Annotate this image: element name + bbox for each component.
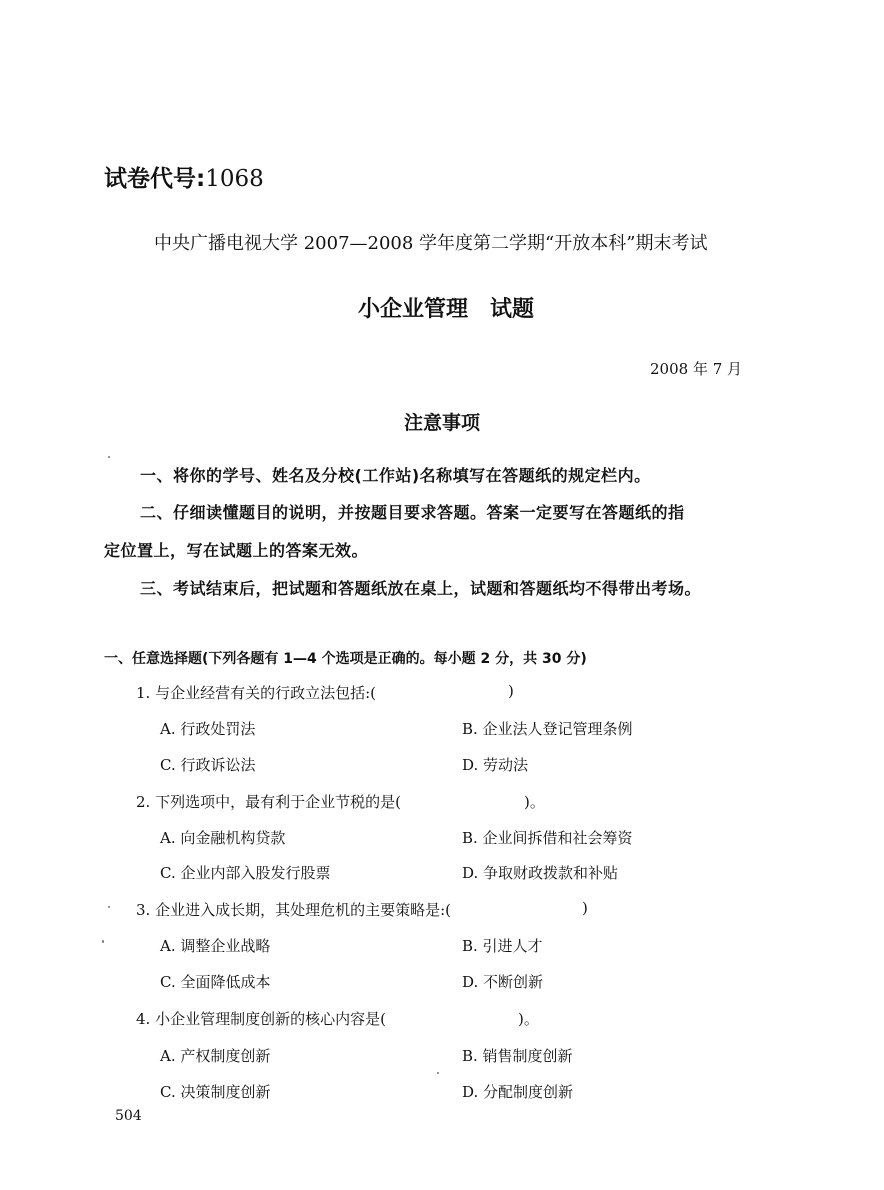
notice-heading: 注意事项 — [403, 412, 480, 434]
scan-speck — [108, 456, 110, 458]
notice-item-2-line-2: 定位置上，写在试题上的答案无效。 — [104, 541, 369, 560]
question-4-stem: 4. 小企业管理制度创新的核心内容是( — [136, 1010, 386, 1028]
notice-item-1: 一、将你的学号、姓名及分校(工作站)名称填写在答题纸的规定栏内。 — [140, 466, 651, 485]
question-2-stem: 2. 下列选项中，最有利于企业节税的是( — [136, 793, 401, 811]
question-4-answer-close: )。 — [518, 1010, 539, 1028]
question-4-option-b: B. 销售制度创新 — [462, 1047, 573, 1065]
question-1-option-c: C. 行政诉讼法 — [160, 756, 256, 774]
exam-code-label: 试卷代号: — [104, 166, 206, 192]
question-1-option-b: B. 企业法人登记管理条例 — [462, 720, 633, 738]
scan-speck — [108, 906, 110, 908]
question-1-answer-close: ) — [508, 682, 514, 700]
question-1-stem: 1. 与企业经营有关的行政立法包括:( — [136, 684, 376, 702]
question-1-option-d: D. 劳动法 — [462, 756, 529, 774]
scan-speck — [102, 940, 104, 943]
question-2-option-a: A. 向金融机构贷款 — [160, 829, 286, 847]
question-4-option-d: D. 分配制度创新 — [462, 1083, 574, 1101]
question-2-answer-close: )。 — [524, 793, 545, 811]
section-heading: 一、任意选择题(下列各题有 1—4 个选项是正确的。每小题 2 分，共 30 分) — [104, 651, 587, 667]
question-3-stem: 3. 企业进入成长期，其处理危机的主要策略是:( — [136, 901, 451, 919]
question-3-option-a: A. 调整企业战略 — [160, 937, 271, 955]
question-1-option-a: A. 行政处罚法 — [160, 720, 256, 738]
page-number: 504 — [115, 1108, 142, 1124]
scan-speck — [437, 1072, 439, 1074]
exam-code-number: 1068 — [205, 166, 264, 192]
exam-title-line: 中央广播电视大学 2007—2008 学年度第二学期“开放本科”期末考试 — [154, 233, 708, 254]
notice-item-2-line-1: 二、仔细读懂题目的说明，并按题目要求答题。答案一定要写在答题纸的指 — [140, 503, 685, 522]
exam-code — [104, 160, 264, 193]
question-2-option-b: B. 企业间拆借和社会筹资 — [462, 829, 633, 847]
notice-item-3: 三、考试结束后，把试题和答题纸放在桌上，试题和答题纸均不得带出考场。 — [140, 579, 702, 598]
question-2-option-d: D. 争取财政拨款和补贴 — [462, 864, 619, 882]
question-3-answer-close: ) — [582, 899, 588, 917]
question-3-option-c: C. 全面降低成本 — [160, 973, 271, 991]
question-3-option-b: B. 引进人才 — [462, 937, 543, 955]
exam-date: 2008 年 7 月 — [650, 360, 743, 378]
subject-title: 小企业管理 试题 — [357, 297, 534, 322]
question-2-option-c: C. 企业内部入股发行股票 — [160, 864, 331, 882]
question-3-option-d: D. 不断创新 — [462, 973, 544, 991]
question-4-option-c: C. 决策制度创新 — [160, 1083, 271, 1101]
question-4-option-a: A. 产权制度创新 — [160, 1047, 271, 1065]
